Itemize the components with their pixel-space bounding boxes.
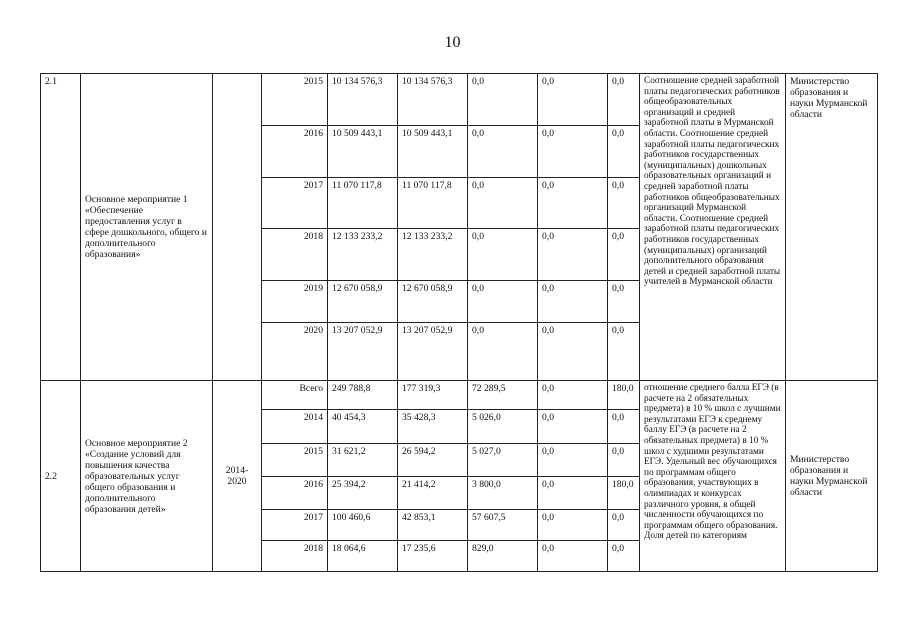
budget-cell: 12 133 233,2 [398, 229, 468, 281]
total-cell: 12 133 233,2 [328, 229, 398, 281]
other-cell: 0,0 [608, 510, 640, 541]
federal-cell: 3 800,0 [468, 477, 538, 510]
local-cell: 0,0 [538, 381, 608, 410]
budget-cell: 12 670 058,9 [398, 281, 468, 323]
local-cell: 0,0 [538, 323, 608, 381]
local-cell: 0,0 [538, 410, 608, 444]
other-cell: 180,0 [608, 477, 640, 510]
total-cell: 31 621,2 [328, 444, 398, 477]
total-cell: 25 394,2 [328, 477, 398, 510]
federal-cell: 0,0 [468, 281, 538, 323]
other-cell: 0,0 [608, 74, 640, 126]
other-cell: 0,0 [608, 410, 640, 444]
activity-period [213, 74, 262, 381]
total-cell: 40 454,3 [328, 410, 398, 444]
federal-cell: 72 289,5 [468, 381, 538, 410]
year-cell: Всего [262, 381, 328, 410]
activity-period: 2014-2020 [213, 381, 262, 572]
year-cell: 2016 [262, 477, 328, 510]
activity-name: Основное мероприятие 1 «Обеспечение предоставления услуг в сфере дошкольного, общего и дополнительного образования» [81, 74, 213, 381]
federal-cell: 829,0 [468, 541, 538, 572]
year-cell: 2015 [262, 74, 328, 126]
year-cell: 2014 [262, 410, 328, 444]
local-cell: 0,0 [538, 281, 608, 323]
executor-text: Министерство образования и науки Мурманской области [786, 381, 878, 572]
local-cell: 0,0 [538, 510, 608, 541]
total-cell: 249 788,8 [328, 381, 398, 410]
budget-cell: 35 428,3 [398, 410, 468, 444]
other-cell: 180,0 [608, 381, 640, 410]
total-cell: 10 509 443,1 [328, 126, 398, 178]
indicator-text: отношение среднего балла ЕГЭ (в расчете на 2 обязательных предмета) в 10 % школ с лучшими результатами ЕГЭ к среднему баллу ЕГЭ (в расчете на 2 обязательных предмета) в 10 % школ с худшими результатами ЕГЭ. Удельный вес обучающихся по программам общего образования, участвующих в олимпиадах и конкурсах различного уровня, в общей численности обучающихся по программам общего образования. Доля детей по категориям [640, 381, 786, 572]
year-cell: 2018 [262, 229, 328, 281]
total-cell: 18 064,6 [328, 541, 398, 572]
total-cell: 12 670 058,9 [328, 281, 398, 323]
year-cell: 2017 [262, 510, 328, 541]
federal-cell: 57 607,5 [468, 510, 538, 541]
budget-cell: 21 414,2 [398, 477, 468, 510]
indicator-text: Соотношение средней заработной платы педагогических работников общеобразовательных организаций и средней заработной платы в Мурманской области. Соотношение средней заработной платы педагогических работников государственных (муниципальных) дошкольных образовательных организаций и средней заработной платы работников общеобразовательных организаций Мурманской области. Соотношение средней заработной платы педагогических работников государственных (муниципальных) организаций дополнительного образования детей и средней заработной платы учителей в Мурманской области [640, 74, 786, 381]
section-number: 2.2 [41, 381, 81, 572]
federal-cell: 0,0 [468, 74, 538, 126]
section-number: 2.1 [41, 74, 81, 381]
other-cell: 0,0 [608, 323, 640, 381]
local-cell: 0,0 [538, 178, 608, 229]
page-number: 10 [444, 34, 461, 51]
local-cell: 0,0 [538, 126, 608, 178]
budget-cell: 42 853,1 [398, 510, 468, 541]
budget-cell: 10 509 443,1 [398, 126, 468, 178]
year-cell: 2016 [262, 126, 328, 178]
federal-cell: 0,0 [468, 178, 538, 229]
federal-cell: 0,0 [468, 323, 538, 381]
other-cell: 0,0 [608, 126, 640, 178]
local-cell: 0,0 [538, 444, 608, 477]
other-cell: 0,0 [608, 281, 640, 323]
budget-cell: 10 134 576,3 [398, 74, 468, 126]
year-cell: 2018 [262, 541, 328, 572]
local-cell: 0,0 [538, 229, 608, 281]
federal-cell: 0,0 [468, 126, 538, 178]
table-row [41, 74, 878, 126]
other-cell: 0,0 [608, 229, 640, 281]
local-cell: 0,0 [538, 477, 608, 510]
budget-cell: 13 207 052,9 [398, 323, 468, 381]
year-cell: 2019 [262, 281, 328, 323]
total-cell: 100 460,6 [328, 510, 398, 541]
federal-cell: 5 026,0 [468, 410, 538, 444]
federal-cell: 5 027,0 [468, 444, 538, 477]
total-cell: 13 207 052,9 [328, 323, 398, 381]
local-cell: 0,0 [538, 541, 608, 572]
local-cell: 0,0 [538, 74, 608, 126]
other-cell: 0,0 [608, 178, 640, 229]
program-table [40, 73, 878, 572]
year-cell: 2020 [262, 323, 328, 381]
year-cell: 2017 [262, 178, 328, 229]
budget-cell: 177 319,3 [398, 381, 468, 410]
table-row [41, 381, 878, 410]
budget-cell: 26 594,2 [398, 444, 468, 477]
total-cell: 10 134 576,3 [328, 74, 398, 126]
other-cell: 0,0 [608, 444, 640, 477]
year-cell: 2015 [262, 444, 328, 477]
budget-cell: 11 070 117,8 [398, 178, 468, 229]
budget-cell: 17 235,6 [398, 541, 468, 572]
federal-cell: 0,0 [468, 229, 538, 281]
other-cell: 0,0 [608, 541, 640, 572]
executor-text: Министерство образования и науки Мурманской области [786, 74, 878, 381]
total-cell: 11 070 117,8 [328, 178, 398, 229]
activity-name: Основное мероприятие 2 «Создание условий для повышения качества образовательных услуг общего образования и дополнительного образования детей» [81, 381, 213, 572]
